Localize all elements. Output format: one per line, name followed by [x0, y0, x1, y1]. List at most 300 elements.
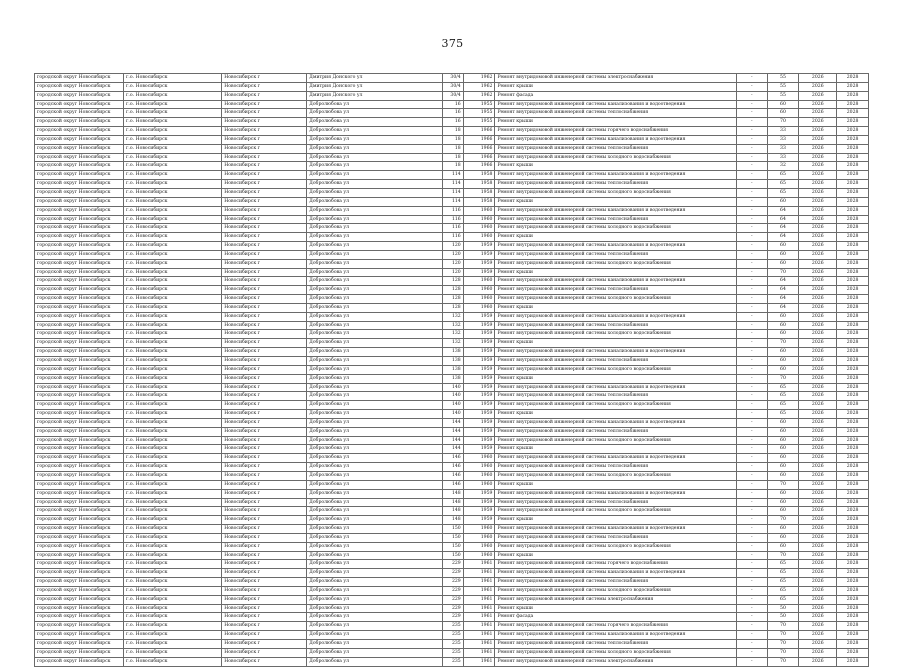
house-number-cell: 116 — [443, 224, 463, 233]
value-cell: 60 — [767, 250, 799, 259]
work-type-cell: Ремонт внутридомовой инженерной системы электроснабжения — [495, 595, 737, 604]
build-year-cell: 1961 — [463, 604, 495, 613]
locality-cell: Новосибирск г — [222, 427, 307, 436]
work-type-cell: Ремонт фасада — [495, 91, 737, 100]
dash-cell: - — [736, 640, 767, 649]
value-cell: 64 — [767, 303, 799, 312]
build-year-cell: 1960 — [463, 295, 495, 304]
work-type-cell: Ремонт внутридомовой инженерной системы холодного водоснабжения — [495, 586, 737, 595]
street-cell: Добролюбова ул — [307, 640, 443, 649]
build-year-cell: 1966 — [463, 153, 495, 162]
table-row — [35, 365, 869, 374]
locality-cell: Новосибирск г — [222, 286, 307, 295]
work-type-cell: Ремонт крыши — [495, 516, 737, 525]
municipality-cell: городской округ Новосибирск — [35, 180, 124, 189]
district-cell: г.о. Новосибирск — [124, 250, 222, 259]
locality-cell: Новосибирск г — [222, 418, 307, 427]
street-cell: Добролюбова ул — [307, 109, 443, 118]
dash-cell: - — [736, 339, 767, 348]
work-type-cell: Ремонт крыши — [495, 197, 737, 206]
value-cell: 60 — [767, 365, 799, 374]
locality-cell: Новосибирск г — [222, 171, 307, 180]
build-year-cell: 1966 — [463, 127, 495, 136]
municipality-cell: городской округ Новосибирск — [35, 436, 124, 445]
municipality-cell: городской округ Новосибирск — [35, 74, 124, 83]
end-year-cell: 2028 — [837, 480, 869, 489]
build-year-cell: 1960 — [463, 277, 495, 286]
table-row — [35, 74, 869, 83]
street-cell: Добролюбова ул — [307, 586, 443, 595]
district-cell: г.о. Новосибирск — [124, 82, 222, 91]
district-cell: г.о. Новосибирск — [124, 303, 222, 312]
locality-cell: Новосибирск г — [222, 224, 307, 233]
work-type-cell: Ремонт внутридомовой инженерной системы теплоснабжения — [495, 357, 737, 366]
end-year-cell: 2028 — [837, 330, 869, 339]
municipality-cell: городской округ Новосибирск — [35, 427, 124, 436]
start-year-cell: 2026 — [799, 197, 837, 206]
district-cell: г.о. Новосибирск — [124, 595, 222, 604]
house-number-cell: 120 — [443, 242, 463, 251]
dash-cell: - — [736, 569, 767, 578]
table-row — [35, 100, 869, 109]
start-year-cell: 2026 — [799, 109, 837, 118]
municipality-cell: городской округ Новосибирск — [35, 127, 124, 136]
locality-cell: Новосибирск г — [222, 357, 307, 366]
value-cell: 70 — [767, 480, 799, 489]
table-row — [35, 586, 869, 595]
locality-cell: Новосибирск г — [222, 277, 307, 286]
street-cell: Добролюбова ул — [307, 162, 443, 171]
municipality-cell: городской округ Новосибирск — [35, 82, 124, 91]
build-year-cell: 1959 — [463, 259, 495, 268]
house-number-cell: 229 — [443, 595, 463, 604]
locality-cell: Новосибирск г — [222, 250, 307, 259]
build-year-cell: 1962 — [463, 74, 495, 83]
locality-cell: Новосибирск г — [222, 622, 307, 631]
table-row — [35, 418, 869, 427]
district-cell: г.о. Новосибирск — [124, 410, 222, 419]
dash-cell: - — [736, 480, 767, 489]
value-cell: 50 — [767, 604, 799, 613]
table-row — [35, 250, 869, 259]
value-cell: 65 — [767, 180, 799, 189]
district-cell: г.о. Новосибирск — [124, 224, 222, 233]
street-cell: Добролюбова ул — [307, 100, 443, 109]
value-cell: 65 — [767, 392, 799, 401]
start-year-cell: 2026 — [799, 144, 837, 153]
house-number-cell: 128 — [443, 286, 463, 295]
locality-cell: Новосибирск г — [222, 578, 307, 587]
build-year-cell: 1955 — [463, 109, 495, 118]
dash-cell: - — [736, 454, 767, 463]
municipality-cell: городской округ Новосибирск — [35, 463, 124, 472]
table-row — [35, 82, 869, 91]
municipality-cell: городской округ Новосибирск — [35, 454, 124, 463]
work-type-cell: Ремонт внутридомовой инженерной системы канализования и водоотведения — [495, 135, 737, 144]
dash-cell: - — [736, 533, 767, 542]
street-cell: Добролюбова ул — [307, 127, 443, 136]
work-type-cell: Ремонт крыши — [495, 339, 737, 348]
build-year-cell: 1961 — [463, 622, 495, 631]
municipality-cell: городской округ Новосибирск — [35, 640, 124, 649]
municipality-cell: городской округ Новосибирск — [35, 250, 124, 259]
municipality-cell: городской округ Новосибирск — [35, 480, 124, 489]
locality-cell: Новосибирск г — [222, 242, 307, 251]
dash-cell: - — [736, 551, 767, 560]
start-year-cell: 2026 — [799, 392, 837, 401]
value-cell: 55 — [767, 82, 799, 91]
house-number-cell: 132 — [443, 339, 463, 348]
municipality-cell: городской округ Новосибирск — [35, 197, 124, 206]
locality-cell: Новосибирск г — [222, 339, 307, 348]
municipality-cell: городской округ Новосибирск — [35, 91, 124, 100]
street-cell: Добролюбова ул — [307, 471, 443, 480]
municipality-cell: городской округ Новосибирск — [35, 233, 124, 242]
work-type-cell: Ремонт внутридомовой инженерной системы теплоснабжения — [495, 392, 737, 401]
end-year-cell: 2028 — [837, 418, 869, 427]
value-cell: 70 — [767, 622, 799, 631]
start-year-cell: 2026 — [799, 410, 837, 419]
value-cell: 60 — [767, 525, 799, 534]
build-year-cell: 1961 — [463, 657, 495, 666]
start-year-cell: 2026 — [799, 118, 837, 127]
value-cell: 60 — [767, 259, 799, 268]
build-year-cell: 1955 — [463, 118, 495, 127]
value-cell: 65 — [767, 560, 799, 569]
district-cell: г.о. Новосибирск — [124, 74, 222, 83]
dash-cell: - — [736, 127, 767, 136]
dash-cell: - — [736, 560, 767, 569]
district-cell: г.о. Новосибирск — [124, 286, 222, 295]
dash-cell: - — [736, 365, 767, 374]
start-year-cell: 2026 — [799, 631, 837, 640]
street-cell: Добролюбова ул — [307, 480, 443, 489]
municipality-cell: городской округ Новосибирск — [35, 109, 124, 118]
start-year-cell: 2026 — [799, 578, 837, 587]
municipality-cell: городской округ Новосибирск — [35, 118, 124, 127]
value-cell: 60 — [767, 463, 799, 472]
street-cell: Добролюбова ул — [307, 401, 443, 410]
dash-cell: - — [736, 286, 767, 295]
value-cell: 60 — [767, 321, 799, 330]
value-cell: 60 — [767, 507, 799, 516]
value-cell: 60 — [767, 100, 799, 109]
locality-cell: Новосибирск г — [222, 268, 307, 277]
district-cell: г.о. Новосибирск — [124, 436, 222, 445]
locality-cell: Новосибирск г — [222, 533, 307, 542]
dash-cell: - — [736, 586, 767, 595]
build-year-cell: 1960 — [463, 215, 495, 224]
table-row — [35, 348, 869, 357]
district-cell: г.о. Новосибирск — [124, 560, 222, 569]
build-year-cell: 1959 — [463, 374, 495, 383]
end-year-cell: 2028 — [837, 144, 869, 153]
street-cell: Добролюбова ул — [307, 533, 443, 542]
value-cell: 55 — [767, 91, 799, 100]
house-number-cell: 114 — [443, 188, 463, 197]
municipality-cell: городской округ Новосибирск — [35, 569, 124, 578]
house-number-cell: 132 — [443, 321, 463, 330]
house-number-cell: 140 — [443, 392, 463, 401]
table-row — [35, 542, 869, 551]
value-cell: 60 — [767, 471, 799, 480]
house-number-cell: 116 — [443, 215, 463, 224]
work-type-cell: Ремонт внутридомовой инженерной системы холодного водоснабжения — [495, 365, 737, 374]
value-cell: 65 — [767, 586, 799, 595]
build-year-cell: 1961 — [463, 595, 495, 604]
table-row — [35, 188, 869, 197]
start-year-cell: 2026 — [799, 613, 837, 622]
locality-cell: Новосибирск г — [222, 613, 307, 622]
house-number-cell: 132 — [443, 312, 463, 321]
build-year-cell: 1960 — [463, 286, 495, 295]
work-type-cell: Ремонт внутридомовой инженерной системы холодного водоснабжения — [495, 542, 737, 551]
end-year-cell: 2028 — [837, 560, 869, 569]
end-year-cell: 2028 — [837, 533, 869, 542]
table-row — [35, 321, 869, 330]
work-type-cell: Ремонт внутридомовой инженерной системы теплоснабжения — [495, 640, 737, 649]
locality-cell: Новосибирск г — [222, 180, 307, 189]
table-row — [35, 516, 869, 525]
dash-cell: - — [736, 507, 767, 516]
municipality-cell: городской округ Новосибирск — [35, 471, 124, 480]
municipality-cell: городской округ Новосибирск — [35, 339, 124, 348]
table-row — [35, 640, 869, 649]
work-type-cell: Ремонт внутридомовой инженерной системы электроснабжения — [495, 657, 737, 666]
value-cell: 33 — [767, 153, 799, 162]
locality-cell: Новосибирск г — [222, 365, 307, 374]
end-year-cell: 2028 — [837, 551, 869, 560]
value-cell: 70 — [767, 374, 799, 383]
municipality-cell: городской округ Новосибирск — [35, 445, 124, 454]
locality-cell: Новосибирск г — [222, 436, 307, 445]
table-row — [35, 657, 869, 666]
end-year-cell: 2028 — [837, 339, 869, 348]
table-row — [35, 162, 869, 171]
work-type-cell: Ремонт внутридомовой инженерной системы теплоснабжения — [495, 427, 737, 436]
dash-cell: - — [736, 277, 767, 286]
table-row — [35, 622, 869, 631]
work-type-cell: Ремонт внутридомовой инженерной системы канализования и водоотведения — [495, 206, 737, 215]
build-year-cell: 1961 — [463, 613, 495, 622]
table-row — [35, 118, 869, 127]
street-cell: Добролюбова ул — [307, 321, 443, 330]
work-type-cell: Ремонт крыши — [495, 604, 737, 613]
locality-cell: Новосибирск г — [222, 480, 307, 489]
build-year-cell: 1959 — [463, 383, 495, 392]
build-year-cell: 1955 — [463, 100, 495, 109]
house-number-cell: 235 — [443, 631, 463, 640]
build-year-cell: 1959 — [463, 436, 495, 445]
work-type-cell: Ремонт внутридомовой инженерной системы теплоснабжения — [495, 250, 737, 259]
build-year-cell: 1959 — [463, 242, 495, 251]
street-cell: Добролюбова ул — [307, 197, 443, 206]
dash-cell: - — [736, 268, 767, 277]
district-cell: г.о. Новосибирск — [124, 215, 222, 224]
start-year-cell: 2026 — [799, 374, 837, 383]
work-type-cell: Ремонт внутридомовой инженерной системы холодного водоснабжения — [495, 471, 737, 480]
municipality-cell: городской округ Новосибирск — [35, 631, 124, 640]
start-year-cell: 2026 — [799, 533, 837, 542]
street-cell: Дмитрия Донского ул — [307, 82, 443, 91]
table-row — [35, 560, 869, 569]
start-year-cell: 2026 — [799, 569, 837, 578]
work-type-cell: Ремонт крыши — [495, 551, 737, 560]
build-year-cell: 1961 — [463, 569, 495, 578]
street-cell: Добролюбова ул — [307, 595, 443, 604]
locality-cell: Новосибирск г — [222, 153, 307, 162]
municipality-cell: городской округ Новосибирск — [35, 657, 124, 666]
table-row — [35, 578, 869, 587]
district-cell: г.о. Новосибирск — [124, 648, 222, 657]
municipality-cell: городской округ Новосибирск — [35, 507, 124, 516]
street-cell: Добролюбова ул — [307, 135, 443, 144]
work-type-cell: Ремонт крыши — [495, 162, 737, 171]
house-number-cell: 18 — [443, 153, 463, 162]
start-year-cell: 2026 — [799, 560, 837, 569]
work-type-cell: Ремонт внутридомовой инженерной системы холодного водоснабжения — [495, 648, 737, 657]
dash-cell: - — [736, 445, 767, 454]
municipality-cell: городской округ Новосибирск — [35, 303, 124, 312]
value-cell: 70 — [767, 516, 799, 525]
street-cell: Добролюбова ул — [307, 277, 443, 286]
build-year-cell: 1966 — [463, 162, 495, 171]
district-cell: г.о. Новосибирск — [124, 578, 222, 587]
work-type-cell: Ремонт фасада — [495, 613, 737, 622]
page-number: 375 — [441, 37, 464, 50]
build-year-cell: 1961 — [463, 648, 495, 657]
end-year-cell: 2028 — [837, 640, 869, 649]
start-year-cell: 2026 — [799, 74, 837, 83]
table-row — [35, 374, 869, 383]
end-year-cell: 2028 — [837, 613, 869, 622]
start-year-cell: 2026 — [799, 454, 837, 463]
locality-cell: Новосибирск г — [222, 259, 307, 268]
table-row — [35, 427, 869, 436]
value-cell: 60 — [767, 498, 799, 507]
house-number-cell: 30/4 — [443, 82, 463, 91]
locality-cell: Новосибирск г — [222, 135, 307, 144]
end-year-cell: 2028 — [837, 127, 869, 136]
dash-cell: - — [736, 631, 767, 640]
end-year-cell: 2028 — [837, 100, 869, 109]
start-year-cell: 2026 — [799, 242, 837, 251]
district-cell: г.о. Новосибирск — [124, 418, 222, 427]
municipality-cell: городской округ Новосибирск — [35, 153, 124, 162]
dash-cell: - — [736, 348, 767, 357]
dash-cell: - — [736, 188, 767, 197]
district-cell: г.о. Новосибирск — [124, 631, 222, 640]
house-number-cell: 150 — [443, 551, 463, 560]
house-number-cell: 235 — [443, 657, 463, 666]
street-cell: Добролюбова ул — [307, 188, 443, 197]
municipality-cell: городской округ Новосибирск — [35, 542, 124, 551]
table-row — [35, 268, 869, 277]
municipality-cell: городской округ Новосибирск — [35, 100, 124, 109]
district-cell: г.о. Новосибирск — [124, 135, 222, 144]
district-cell: г.о. Новосибирск — [124, 339, 222, 348]
dash-cell: - — [736, 463, 767, 472]
locality-cell: Новосибирск г — [222, 657, 307, 666]
value-cell: 60 — [767, 445, 799, 454]
street-cell: Добролюбова ул — [307, 489, 443, 498]
street-cell: Добролюбова ул — [307, 374, 443, 383]
locality-cell: Новосибирск г — [222, 471, 307, 480]
end-year-cell: 2028 — [837, 604, 869, 613]
start-year-cell: 2026 — [799, 648, 837, 657]
house-number-cell: 18 — [443, 127, 463, 136]
house-number-cell: 16 — [443, 100, 463, 109]
start-year-cell: 2026 — [799, 480, 837, 489]
district-cell: г.о. Новосибирск — [124, 392, 222, 401]
locality-cell: Новосибирск г — [222, 321, 307, 330]
work-type-cell: Ремонт внутридомовой инженерной системы холодного водоснабжения — [495, 330, 737, 339]
street-cell: Добролюбова ул — [307, 303, 443, 312]
value-cell: 65 — [767, 171, 799, 180]
work-type-cell: Ремонт внутридомовой инженерной системы холодного водоснабжения — [495, 259, 737, 268]
end-year-cell: 2028 — [837, 622, 869, 631]
dash-cell: - — [736, 197, 767, 206]
district-cell: г.о. Новосибирск — [124, 525, 222, 534]
table-row — [35, 471, 869, 480]
end-year-cell: 2028 — [837, 171, 869, 180]
end-year-cell: 2028 — [837, 489, 869, 498]
municipality-cell: городской округ Новосибирск — [35, 321, 124, 330]
end-year-cell: 2028 — [837, 525, 869, 534]
municipality-cell: городской округ Новосибирск — [35, 259, 124, 268]
work-type-cell: Ремонт внутридомовой инженерной системы теплоснабжения — [495, 463, 737, 472]
house-number-cell: 148 — [443, 516, 463, 525]
district-cell: г.о. Новосибирск — [124, 197, 222, 206]
dash-cell: - — [736, 180, 767, 189]
end-year-cell: 2028 — [837, 74, 869, 83]
end-year-cell: 2028 — [837, 357, 869, 366]
start-year-cell: 2026 — [799, 471, 837, 480]
value-cell: 65 — [767, 595, 799, 604]
locality-cell: Новосибирск г — [222, 303, 307, 312]
municipality-cell: городской округ Новосибирск — [35, 242, 124, 251]
dash-cell: - — [736, 82, 767, 91]
end-year-cell: 2028 — [837, 268, 869, 277]
value-cell: 65 — [767, 401, 799, 410]
district-cell: г.о. Новосибирск — [124, 365, 222, 374]
start-year-cell: 2026 — [799, 339, 837, 348]
house-number-cell: 144 — [443, 427, 463, 436]
end-year-cell: 2028 — [837, 648, 869, 657]
locality-cell: Новосибирск г — [222, 560, 307, 569]
end-year-cell: 2028 — [837, 312, 869, 321]
work-type-cell: Ремонт крыши — [495, 303, 737, 312]
work-type-cell: Ремонт внутридомовой инженерной системы теплоснабжения — [495, 321, 737, 330]
work-type-cell: Ремонт внутридомовой инженерной системы холодного водоснабжения — [495, 401, 737, 410]
house-number-cell: 146 — [443, 454, 463, 463]
municipality-cell: городской округ Новосибирск — [35, 277, 124, 286]
dash-cell: - — [736, 144, 767, 153]
end-year-cell: 2028 — [837, 197, 869, 206]
district-cell: г.о. Новосибирск — [124, 604, 222, 613]
district-cell: г.о. Новосибирск — [124, 91, 222, 100]
district-cell: г.о. Новосибирск — [124, 640, 222, 649]
municipality-cell: городской округ Новосибирск — [35, 410, 124, 419]
municipality-cell: городской округ Новосибирск — [35, 489, 124, 498]
build-year-cell: 1960 — [463, 525, 495, 534]
table-row — [35, 224, 869, 233]
work-type-cell: Ремонт внутридомовой инженерной системы холодного водоснабжения — [495, 436, 737, 445]
house-number-cell: 140 — [443, 410, 463, 419]
work-type-cell: Ремонт внутридомовой инженерной системы горячего водоснабжения — [495, 127, 737, 136]
table-row — [35, 357, 869, 366]
work-type-cell: Ремонт крыши — [495, 268, 737, 277]
